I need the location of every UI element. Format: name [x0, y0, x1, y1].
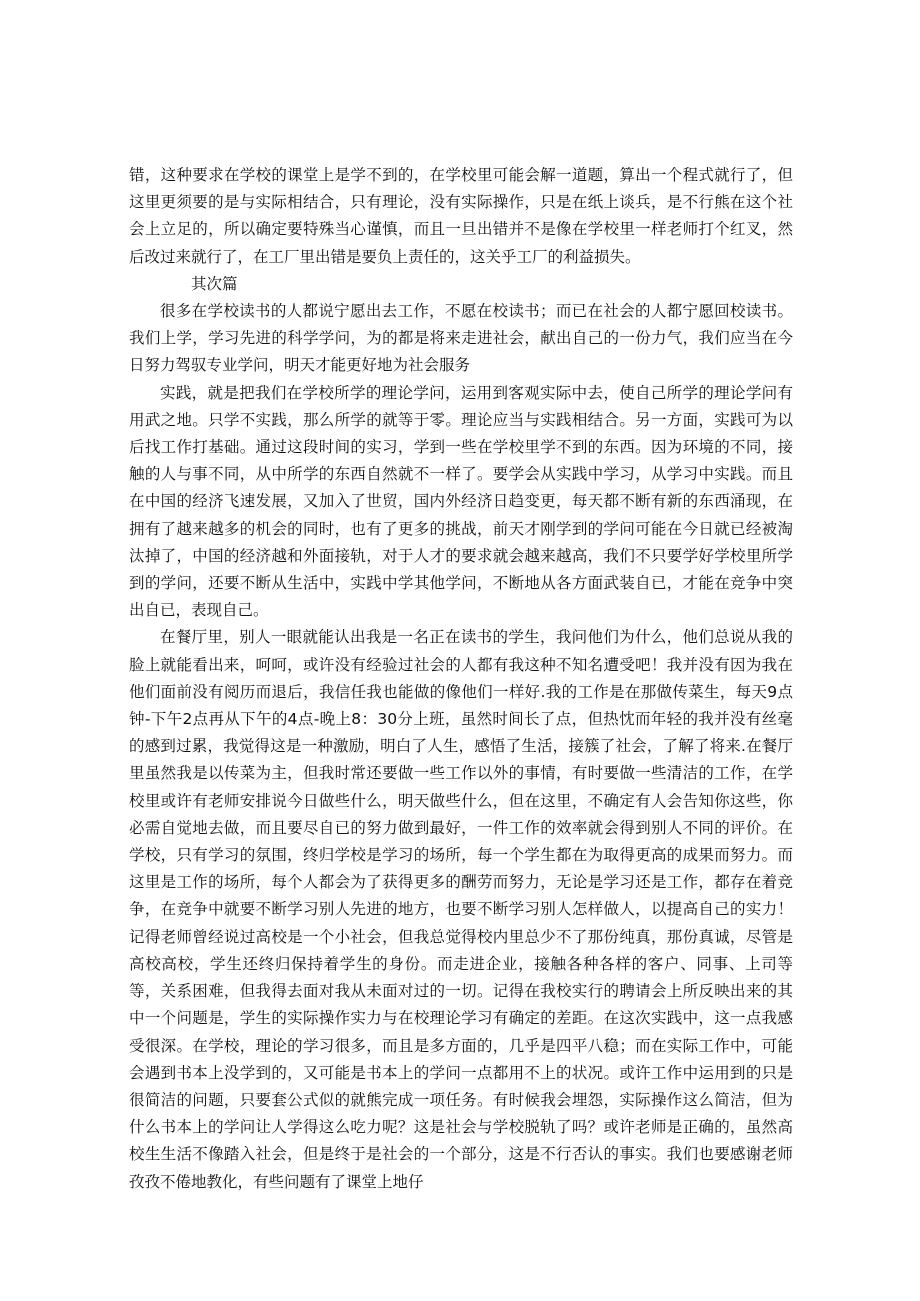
paragraph-1: 错，这种要求在学校的课堂上是学不到的，在学校里可能会解一道题，算出一个程式就行了，但这里更须要的是与实际相结合，只有理论，没有实际操作，只是在纸上谈兵，是不行熊在这个社会上立足的，所以确定要特殊当心谨慎，而且一旦出错并不是像在学校里一样老师打个红叉，然后改过来就行了，在工厂里出错是要负上责任的，这关乎工厂的利益损失。 [129, 166, 793, 266]
paragraph-3: 实践，就是把我们在学校所学的理论学问，运用到客观实际中去，使自己所学的理论学问有用武之地。只学不实践，那么所学的就等于零。理论应当与实践相结合。另一方面，实践可为以后找工作打基础。通过这段时间的实习，学到一些在学校里学不到的东西。因为环境的不同，接触的人与事不同，从中所学的东西自然就不一样了。要学会从实践中学习，从学习中实践。而且在中国的经济飞速发展，又加入了世贸，国内外经济日趋变更，每天都不断有新的东西涌现，在拥有了越来越多的机会的同时，也有了更多的挑战，前天才刚学到的学问可能在今日就已经被淘汰掉了，中国的经济越和外面接轨，对于人才的要求就会越来越高，我们不只要学好学校里所学到的学问，还要不断从生活中，实践中学其他学问，不断地从各方面武装自已，才能在竞争中突出自已，表现自己。 [129, 383, 793, 620]
paragraph-2: 很多在学校读书的人都说宁愿出去工作，不愿在校读书；而已在社会的人都宁愿回校读书。我们上学，学习先进的科学学问，为的都是将来走进社会，献出自己的一份力气，我们应当在今日努力驾驭专业学问，明天才能更好地为社会服务 [129, 302, 793, 375]
paragraph-4: 在餐厅里，别人一眼就能认出我是一名正在读书的学生，我问他们为什么，他们总说从我的脸上就能看出来，呵呵，或许没有经验过社会的人都有我这种不知名遭受吧！我并没有因为我在他们面前没有阅历而退后，我信任我也能做的像他们一样好.我的工作是在那做传菜生，每天9点钟-下午2点再从下午的4点-晚上8：30分上班，虽然时间长了点，但热忱而年轻的我并没有丝毫的感到过累，我觉得这是一种激励，明白了人生，感悟了生活，接簇了社会，了解了将来.在餐厅里虽然我是以传菜为主，但我时常还要做一些工作以外的事情，有时要做一些清洁的工作，在学校里或许有老师安排说今日做些什么，明天做些什么，但在这里，不确定有人会告知你这些，你必需自觉地去做，而且要尽自已的努力做到最好，一件工作的效率就会得到别人不同的评价。在学校，只有学习的氛围，终归学校是学习的场所，每一个学生都在为取得更高的成果而努力。而这里是工作的场所，每个人都会为了获得更多的酬劳而努力，无论是学习还是工作，都存在着竞争，在竞争中就要不断学习别人先进的地方，也要不断学习别人怎样做人，以提高自己的实力！记得老师曾经说过高校是一个小社会，但我总觉得校内里总少不了那份纯真，那份真诚，尽管是高校高校，学生还终归保持着学生的身份。而走进企业，接触各种各样的客户、同事、上司等等，关系困难，但我得去面对我从未面对过的一切。记得在我校实行的聘请会上所反映出来的其中一个问题是，学生的实际操作实力与在校理论学习有确定的差距。在这次实践中，这一点我感受很深。在学校，理论的学习很多，而且是多方面的，几乎是四平八稳；而在实际工作中，可能会遇到书本上没学到的，又可能是书本上的学问一点都用不上的状况。或许工作中运用到的只是很简洁的问题，只要套公式似的就熊完成一项任务。有时候我会埋怨，实际操作这么简洁，但为什么书本上的学问让人学得这么吃力呢？这是社会与学校脱轨了吗？或许老师是正确的，虽然高校生生活不像踏入社会，但是终于是社会的一个部分，这是不行否认的事实。我们也要感谢老师孜孜不倦地教化，有些问题有了课堂上地仔 [129, 628, 793, 1191]
document-body [129, 162, 793, 1196]
section-heading: 其次篇 [191, 274, 238, 293]
